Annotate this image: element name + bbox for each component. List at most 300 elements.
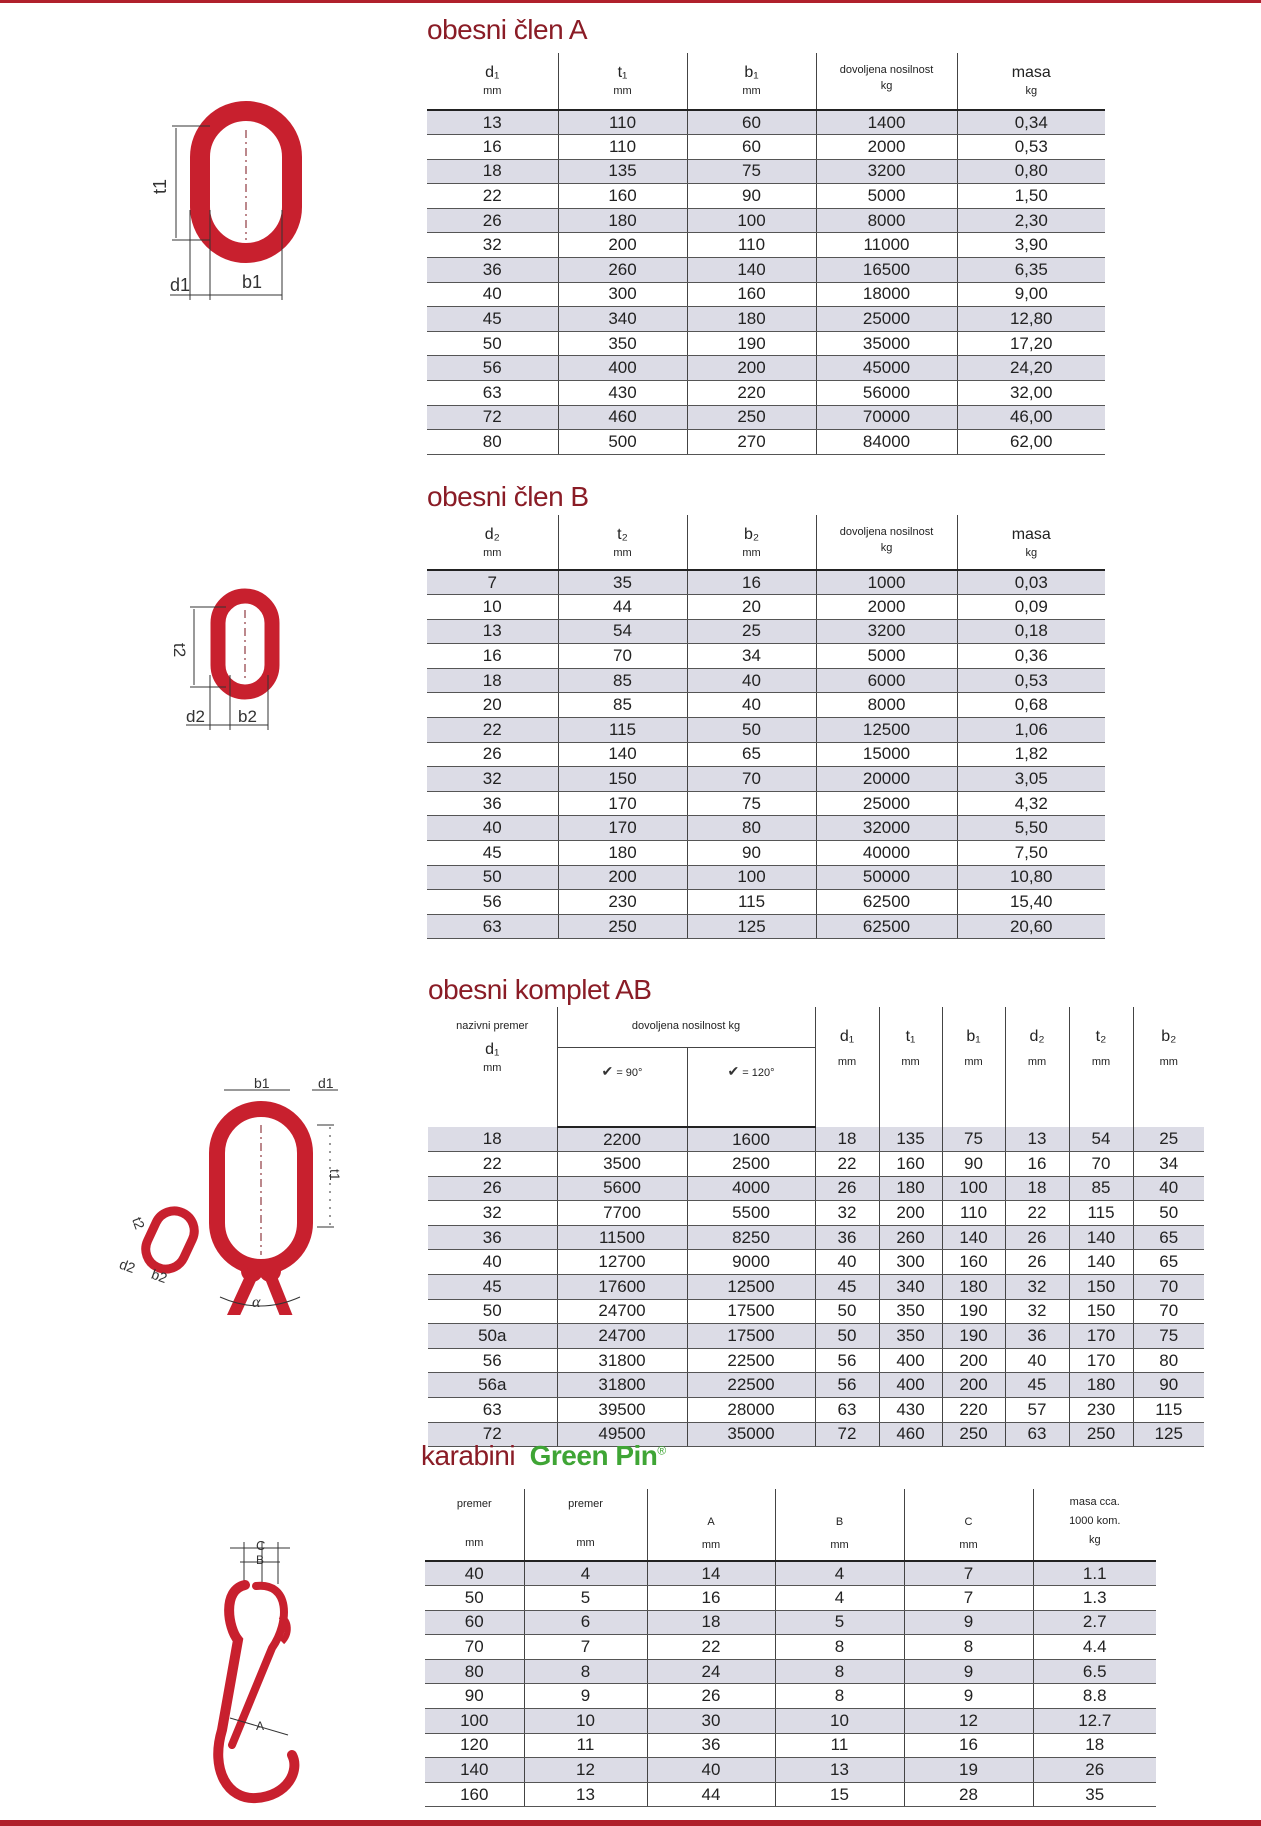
table-row [428, 1225, 1204, 1250]
table-cell: 140 [942, 1225, 1005, 1250]
table-cell: 45000 [816, 356, 957, 381]
table-cell: 190 [942, 1324, 1005, 1349]
table-cell: 170 [558, 791, 687, 816]
table-cell: 140 [558, 742, 687, 767]
table-cell: 32 [1005, 1299, 1069, 1324]
table-cell: 63 [815, 1398, 879, 1423]
table-cell: 18 [427, 159, 558, 184]
table-cell: 46,00 [957, 405, 1105, 430]
table-cell: 200 [558, 233, 687, 258]
table-cell: 56 [428, 1348, 557, 1373]
table-cell: 100 [687, 208, 816, 233]
top-edge-line [0, 0, 1261, 3]
table-cell: 4,32 [957, 791, 1105, 816]
table-cell: 0,80 [957, 159, 1105, 184]
table-row [427, 767, 1105, 792]
table-cell: 75 [687, 791, 816, 816]
table-cell: 40 [1005, 1348, 1069, 1373]
table-cell: 17500 [687, 1324, 815, 1349]
header-nominal: nazivni premer d₁ mm [456, 1020, 529, 1074]
table-cell: 110 [558, 110, 687, 135]
table-row [428, 1398, 1204, 1423]
table-cell: 70000 [816, 405, 957, 430]
table-cell: 18 [647, 1610, 775, 1635]
table-cell: 200 [879, 1201, 942, 1226]
header-angle-120: ✔ = 120° [687, 1047, 815, 1127]
table-cell: 8 [524, 1659, 647, 1684]
table-cell: 34 [1133, 1152, 1204, 1177]
table-cell: 49500 [557, 1422, 687, 1447]
table-cell: 36 [1005, 1324, 1069, 1349]
table-cell: 3200 [816, 619, 957, 644]
table-cell: 56 [427, 890, 558, 915]
table-cell: 8 [775, 1659, 904, 1684]
table-row [427, 208, 1105, 233]
table-cell: 34 [687, 644, 816, 669]
table-cell: 45 [427, 841, 558, 866]
table-cell: 200 [942, 1348, 1005, 1373]
table-cell: 32 [427, 767, 558, 792]
table-cell: 340 [558, 307, 687, 332]
table-cell: 400 [879, 1348, 942, 1373]
table-cell: 56 [815, 1373, 879, 1398]
table-cell: 100 [942, 1176, 1005, 1201]
table-row [427, 816, 1105, 841]
table-cell: 22500 [687, 1348, 815, 1373]
table-row [427, 693, 1105, 718]
table-cell: 140 [425, 1758, 524, 1783]
table-cell: 50 [427, 865, 558, 890]
table-cell: 160 [425, 1782, 524, 1807]
table-cell: 75 [1133, 1324, 1204, 1349]
table-cell: 72 [427, 405, 558, 430]
table-cell: 18 [815, 1127, 879, 1152]
table-cell: 340 [879, 1275, 942, 1300]
table-cell: 65 [1133, 1250, 1204, 1275]
dim-t1-label: t1 [327, 1169, 343, 1181]
table-row [428, 1324, 1204, 1349]
table-cell: 12 [524, 1758, 647, 1783]
table-cell: 31800 [557, 1348, 687, 1373]
table-cell: 1000 [816, 570, 957, 595]
table-cell: 63 [428, 1398, 557, 1423]
table-cell: 115 [1133, 1398, 1204, 1423]
table-cell: 26 [427, 742, 558, 767]
table-cell: 40 [647, 1758, 775, 1783]
table-cell: 40 [427, 816, 558, 841]
table-cell: 5500 [687, 1201, 815, 1226]
checkmark-icon: ✔ [727, 1062, 740, 1079]
table-cell: 12,80 [957, 307, 1105, 332]
table-cell: 110 [687, 233, 816, 258]
table-cell: 12700 [557, 1250, 687, 1275]
table-cell: 18 [427, 668, 558, 693]
table-row [427, 405, 1105, 430]
table-cell: 45 [1005, 1373, 1069, 1398]
table-cell: 150 [1069, 1299, 1133, 1324]
table-cell: 170 [558, 816, 687, 841]
table-row [425, 1610, 1156, 1635]
header-load: dovoljena nosilnost kg [816, 53, 957, 110]
table-cell: 0,18 [957, 619, 1105, 644]
header-t2: t₂ mm [558, 515, 687, 570]
table-cell: 17,20 [957, 331, 1105, 356]
table-cell: 8.8 [1033, 1684, 1156, 1709]
table-row [427, 914, 1105, 939]
header-b2: b₂ mm [1133, 1007, 1204, 1127]
table-cell: 11 [775, 1733, 904, 1758]
table-cell: 8 [775, 1684, 904, 1709]
registered-mark: ® [657, 1443, 666, 1458]
table-cell: 7 [904, 1561, 1033, 1586]
table-cell: 400 [879, 1373, 942, 1398]
table-cell: 36 [815, 1225, 879, 1250]
table-cell: 20000 [816, 767, 957, 792]
table-cell: 2000 [816, 595, 957, 620]
table-cell: 0,53 [957, 135, 1105, 160]
table-cell: 25 [1133, 1127, 1204, 1152]
table-row [427, 865, 1105, 890]
table-cell: 11 [524, 1733, 647, 1758]
dim-d2-label: d2 [117, 1255, 138, 1277]
table-cell: 2.7 [1033, 1610, 1156, 1635]
table-cell: 3500 [557, 1152, 687, 1177]
table-cell: 16500 [816, 258, 957, 283]
table-cell: 40 [687, 693, 816, 718]
table-cell: 50 [815, 1324, 879, 1349]
table-cell: 70 [687, 767, 816, 792]
section-carabiner-title: karabini Green Pin® [421, 1440, 666, 1471]
header-diameter-a: premer mm [425, 1489, 524, 1561]
table-cell: 56 [815, 1348, 879, 1373]
table-cell: 72 [428, 1422, 557, 1447]
table-cell: 39500 [557, 1398, 687, 1423]
table-cell: 0,03 [957, 570, 1105, 595]
table-cell: 85 [1069, 1176, 1133, 1201]
table-cell: 13 [427, 619, 558, 644]
table-cell: 260 [879, 1225, 942, 1250]
table-cell: 5600 [557, 1176, 687, 1201]
table-cell: 40 [427, 282, 558, 307]
table-row [428, 1299, 1204, 1324]
table-cell: 9,00 [957, 282, 1105, 307]
header-b: B mm [775, 1489, 904, 1561]
dim-d1-label: d1 [318, 1075, 334, 1091]
table-cell: 20,60 [957, 914, 1105, 939]
table-cell: 16 [687, 570, 816, 595]
table-cell: 25 [687, 619, 816, 644]
table-cell: 120 [425, 1733, 524, 1758]
table-cell: 17600 [557, 1275, 687, 1300]
table-cell: 50 [687, 718, 816, 743]
table-cell: 85 [558, 693, 687, 718]
table-cell: 35000 [687, 1422, 815, 1447]
table-cell: 22 [427, 718, 558, 743]
table-cell: 100 [687, 865, 816, 890]
table-cell: 2500 [687, 1152, 815, 1177]
table-cell: 63 [427, 914, 558, 939]
table-cell: 50 [1133, 1201, 1204, 1226]
table-cell: 65 [687, 742, 816, 767]
link-a-diagram [150, 100, 310, 305]
table-cell: 10 [427, 595, 558, 620]
table-cell: 84000 [816, 430, 957, 455]
table-cell: 50 [425, 1586, 524, 1611]
table-cell: 31800 [557, 1373, 687, 1398]
bottom-edge-line [0, 1820, 1261, 1826]
dim-t1-label: t1 [150, 178, 170, 194]
table-cell: 19 [904, 1758, 1033, 1783]
table-cell: 54 [1069, 1127, 1133, 1152]
table-cell: 70 [1069, 1152, 1133, 1177]
table-cell: 18000 [816, 282, 957, 307]
table-row [425, 1586, 1156, 1611]
table-cell: 4.4 [1033, 1635, 1156, 1660]
table-cell: 110 [942, 1201, 1005, 1226]
table-cell: 7 [427, 570, 558, 595]
table-cell: 40 [815, 1250, 879, 1275]
table-cell: 9 [524, 1684, 647, 1709]
table-cell: 24700 [557, 1299, 687, 1324]
table-cell: 200 [687, 356, 816, 381]
table-cell: 220 [687, 381, 816, 406]
dim-b1-label: b1 [242, 272, 263, 292]
table-cell: 32000 [816, 816, 957, 841]
table-cell: 115 [558, 718, 687, 743]
table-cell: 180 [687, 307, 816, 332]
table-row [427, 159, 1105, 184]
table-cell: 460 [558, 405, 687, 430]
table-cell: 135 [879, 1127, 942, 1152]
table-cell: 63 [1005, 1422, 1069, 1447]
dim-b-label: B [256, 1553, 265, 1567]
table-cell: 430 [879, 1398, 942, 1423]
table-row [425, 1684, 1156, 1709]
table-cell: 11500 [557, 1225, 687, 1250]
table-cell: 56 [427, 356, 558, 381]
table-cell: 40 [1133, 1176, 1204, 1201]
table-cell: 4000 [687, 1176, 815, 1201]
table-cell: 125 [1133, 1422, 1204, 1447]
checkmark-icon: ✔ [601, 1062, 614, 1079]
table-row [428, 1127, 1204, 1152]
table-cell: 35 [558, 570, 687, 595]
table-cell: 200 [558, 865, 687, 890]
table-cell: 7700 [557, 1201, 687, 1226]
table-cell: 50 [427, 331, 558, 356]
set-ab-table [428, 1007, 1204, 1447]
table-cell: 230 [558, 890, 687, 915]
table-cell: 0,36 [957, 644, 1105, 669]
table-cell: 26 [647, 1684, 775, 1709]
table-cell: 12.7 [1033, 1709, 1156, 1734]
carabiner-table [425, 1489, 1156, 1807]
table-row [425, 1758, 1156, 1783]
table-row [427, 430, 1105, 455]
table-cell: 30 [647, 1709, 775, 1734]
table-cell: 160 [879, 1152, 942, 1177]
table-cell: 5 [775, 1610, 904, 1635]
table-cell: 36 [427, 258, 558, 283]
table-cell: 12 [904, 1709, 1033, 1734]
table-cell: 4 [775, 1586, 904, 1611]
table-cell: 1600 [687, 1127, 815, 1152]
link-a-table [427, 53, 1105, 455]
header-b2: b₂ mm [687, 515, 816, 570]
table-row [425, 1733, 1156, 1758]
table-cell: 90 [425, 1684, 524, 1709]
table-cell: 15,40 [957, 890, 1105, 915]
section-b-title: obesni člen B [427, 481, 589, 512]
link-b-diagram [160, 585, 290, 740]
table-cell: 100 [425, 1709, 524, 1734]
dim-d1-label: d1 [170, 275, 191, 295]
table-cell: 60 [425, 1610, 524, 1635]
table-cell: 22 [815, 1152, 879, 1177]
table-cell: 62500 [816, 914, 957, 939]
header-d2: d₂ mm [427, 515, 558, 570]
table-cell: 250 [558, 914, 687, 939]
table-row [428, 1176, 1204, 1201]
table-cell: 44 [647, 1782, 775, 1807]
table-row [427, 110, 1105, 135]
table-cell: 80 [427, 430, 558, 455]
table-cell: 190 [942, 1299, 1005, 1324]
table-cell: 54 [558, 619, 687, 644]
table-row [425, 1782, 1156, 1807]
table-cell: 24,20 [957, 356, 1105, 381]
table-cell: 260 [558, 258, 687, 283]
table-cell: 28 [904, 1782, 1033, 1807]
table-cell: 25000 [816, 307, 957, 332]
header-t1: t₁ mm [879, 1007, 942, 1127]
table-row [427, 841, 1105, 866]
table-cell: 460 [879, 1422, 942, 1447]
table-cell: 0,34 [957, 110, 1105, 135]
table-cell: 17500 [687, 1299, 815, 1324]
table-row [427, 718, 1105, 743]
header-mass: masa cca. 1000 kom. kg [1033, 1489, 1156, 1561]
table-cell: 3,05 [957, 767, 1105, 792]
table-cell: 9 [904, 1684, 1033, 1709]
table-cell: 250 [942, 1422, 1005, 1447]
table-cell: 8000 [816, 693, 957, 718]
table-cell: 32,00 [957, 381, 1105, 406]
table-cell: 200 [942, 1373, 1005, 1398]
brand-name: Green Pin [529, 1440, 658, 1471]
table-cell: 430 [558, 381, 687, 406]
table-row [427, 890, 1105, 915]
table-cell: 0,68 [957, 693, 1105, 718]
table-cell: 70 [558, 644, 687, 669]
angle-alpha-label: α [252, 1294, 261, 1311]
table-cell: 36 [647, 1733, 775, 1758]
header-c: C mm [904, 1489, 1033, 1561]
table-row [427, 791, 1105, 816]
table-cell: 110 [558, 135, 687, 160]
table-cell: 1,06 [957, 718, 1105, 743]
table-cell: 115 [1069, 1201, 1133, 1226]
table-cell: 90 [687, 184, 816, 209]
table-cell: 40000 [816, 841, 957, 866]
table-cell: 270 [687, 430, 816, 455]
table-cell: 62500 [816, 890, 957, 915]
table-cell: 180 [879, 1176, 942, 1201]
table-cell: 3,90 [957, 233, 1105, 258]
table-row [425, 1709, 1156, 1734]
dim-t2-label: t2 [170, 643, 189, 658]
table-row [428, 1275, 1204, 1300]
table-cell: 16 [904, 1733, 1033, 1758]
table-cell: 300 [879, 1250, 942, 1275]
table-cell: 65 [1133, 1225, 1204, 1250]
header-d1: d₁ mm [815, 1007, 879, 1127]
table-cell: 170 [1069, 1348, 1133, 1373]
table-cell: 350 [558, 331, 687, 356]
header-t2: t₂ mm [1069, 1007, 1133, 1127]
table-cell: 32 [427, 233, 558, 258]
table-cell: 15 [775, 1782, 904, 1807]
table-row [428, 1201, 1204, 1226]
table-cell: 90 [942, 1152, 1005, 1177]
table-cell: 24 [647, 1659, 775, 1684]
dim-c-label: C [256, 1538, 266, 1553]
table-cell: 90 [1133, 1373, 1204, 1398]
table-cell: 36 [428, 1225, 557, 1250]
table-cell: 35000 [816, 331, 957, 356]
table-cell: 300 [558, 282, 687, 307]
table-cell: 80 [1133, 1348, 1204, 1373]
table-cell: 5000 [816, 184, 957, 209]
table-cell: 1.3 [1033, 1586, 1156, 1611]
table-cell: 22 [647, 1635, 775, 1660]
table-cell: 35 [1033, 1782, 1156, 1807]
table-cell: 1,82 [957, 742, 1105, 767]
table-cell: 5 [524, 1586, 647, 1611]
table-cell: 140 [1069, 1250, 1133, 1275]
dim-t2-label: t2 [129, 1214, 149, 1232]
header-load: dovoljena nosilnost kg [816, 515, 957, 570]
table-row [427, 356, 1105, 381]
table-cell: 32 [815, 1201, 879, 1226]
table-cell: 6 [524, 1610, 647, 1635]
table-cell: 11000 [816, 233, 957, 258]
table-cell: 7 [524, 1635, 647, 1660]
table-cell: 350 [879, 1324, 942, 1349]
table-cell: 0,09 [957, 595, 1105, 620]
table-row [427, 595, 1105, 620]
table-cell: 57 [1005, 1398, 1069, 1423]
table-cell: 140 [1069, 1225, 1133, 1250]
table-cell: 6000 [816, 668, 957, 693]
table-cell: 70 [1133, 1275, 1204, 1300]
table-cell: 5000 [816, 644, 957, 669]
table-cell: 22 [428, 1152, 557, 1177]
table-cell: 24700 [557, 1324, 687, 1349]
table-cell: 36 [427, 791, 558, 816]
table-cell: 80 [425, 1659, 524, 1684]
header-diameter-b: premer mm [524, 1489, 647, 1561]
table-cell: 85 [558, 668, 687, 693]
table-cell: 7,50 [957, 841, 1105, 866]
table-cell: 180 [558, 841, 687, 866]
table-cell: 2,30 [957, 208, 1105, 233]
table-cell: 8250 [687, 1225, 815, 1250]
table-row [427, 331, 1105, 356]
table-cell: 9000 [687, 1250, 815, 1275]
table-cell: 75 [687, 159, 816, 184]
header-b1: b₁ mm [942, 1007, 1005, 1127]
